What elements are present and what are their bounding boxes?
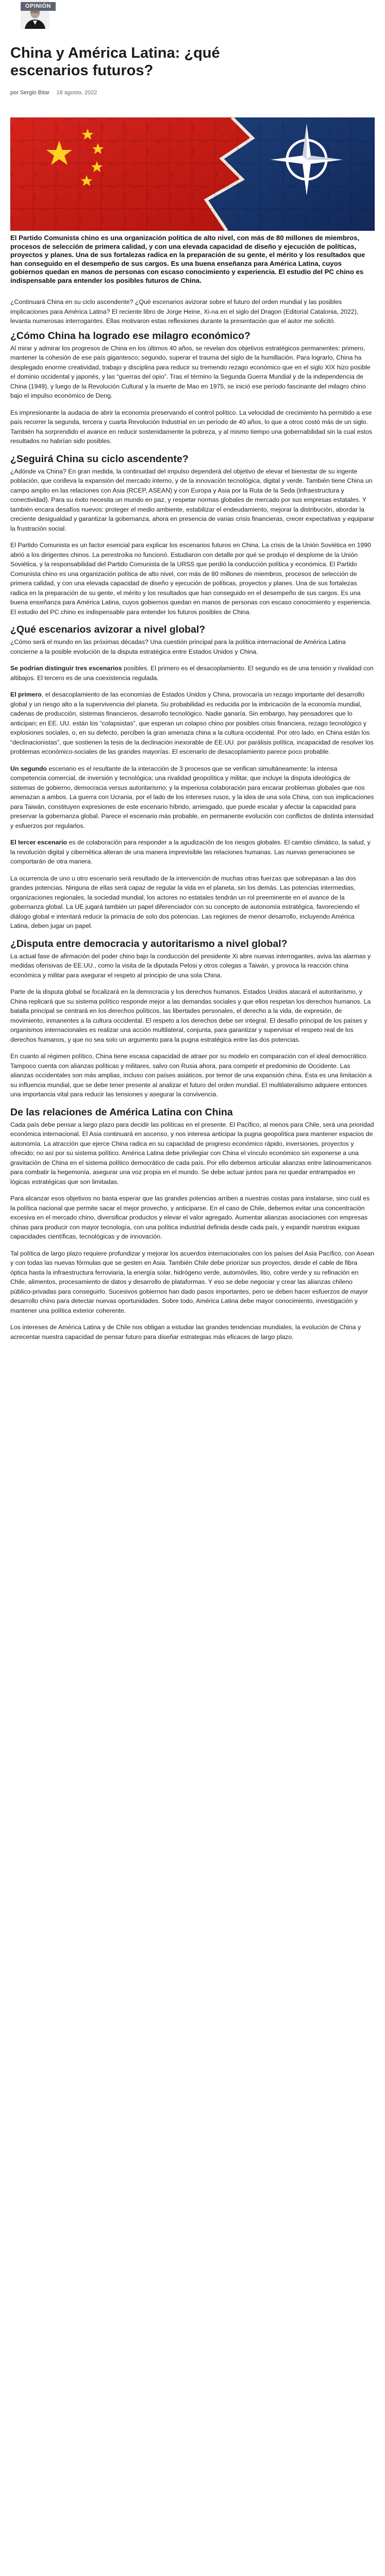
body-paragraph: Para alcanzar esos objetivos no basta esperar que las grandes potencias arriben a nuestras costas para instalarse, sino cuál es la política nacional que permite sacar el mejor provecho, y anticiparse. En el caso de Chile, debemos evitar una concentración excesiva en el mercado chino, diversificar productos y elevar el valor agregado. Aumentar alianzas asociaciones con empresas chinas para producir con mayor tecnología, con una política industrial definida desde cada país, y expandir nuestras exiguas capacidades científicas, tecnológicas y de innovación. (10, 1195, 370, 1240)
section-heading: ¿Seguirá China su ciclo ascendente? (10, 453, 189, 465)
byline-date: 18 agosto, 2022 (56, 90, 97, 96)
body-paragraph: Es impresionante la audacia de abrir la economía preservando el control político. La velocidad de crecimiento ha permitido a ese país recorrer la segunda, tercera y cuarta Revolución Industrial en un período de 40 años, lo que a otros costó más de un siglo. También ha sorprendido el avance en reducir sostenidamente la pobreza, y al mismo tiempo una gobernabilidad sin la cual estos resultados no habrían sido posibles. (10, 409, 373, 445)
body-paragraph: Tal política de largo plazo requiere profundizar y mejorar los acuerdos internacionales con los países del Asia Pacífico, con Asean y con todas las nuevas fórmulas que se gesten en Asia. También Chile debe priorizar sus proyectos, desde el cable de fibra óptica hasta la infraestructura ferroviaria, la energía solar, hidrógeno verde, automóviles, litio, cobre verde y su refinación en Chile, alimentos, procesamiento de datos y desarrollo de plataformas. Y eso se debe negociar y crear las alianzas chileno público-privadas para conseguirlo. Sucesivos gobiernos han dado pasos importantes, pero se deben hacer esfuerzos de mayor desarrollo chino para detectar nuevas oportunidades. Sobre todo, América Latina debe mayor conocimiento, investigación y mantener una política exterior coherente. (10, 1249, 375, 1314)
body-paragraph: Al mirar y admirar los progresos de China en los últimos 40 años, se revelan dos objetivos estratégicos permanentes: primero, mantener la cohesión de ese país gigantesco; segundo, superar el trauma del siglo de la humillación. Para lograrlo, China ha desplegado enorme creatividad, trabajo y disciplina para reducir su tremendo rezago económico que en el siglo XIX hizo posible el dominio occidental y japonés, y las “guerras del opio”. Tras el término la Segunda Guerra Mundial y de la independencia de China (1949), y luego de la Revolución Cultural y la muerte de Mao en 1975, se inició ese período fascinante del milagro chino bajo el impulso económico de Deng. (10, 344, 371, 399)
article-lead: El Partido Comunista chino es una organización política de alto nivel, con más de 80 millones de miembros, procesos de selección de primera calidad, y con una elevada capacidad de diseño y ejecución de políticas, proyectos y planes. Una de sus fortalezas radica en la preparación de su gente, el mérito y los resultados que han conseguido en el desempeño de sus cargos. Es una buena enseñanza para América Latina, cuyos gobiernos quedan en manos de personas con escaso conocimiento y experiencia. El estudio del PC chino es indispensable para entender los posibles futuros de China. (10, 234, 365, 284)
article-header (10, 0, 375, 35)
article-body (10, 330, 375, 1342)
section-tag[interactable]: OPINIÓN (21, 2, 56, 11)
body-paragraph: Cada país debe pensar a largo plazo para decidir las políticas en el presente. El Pacífico, al menos para Chile, será una prioridad económica internacional. El Asia continuará en ascenso, y nos interesa anticipar la pugna geopolítica para mantener espacios de autonomía. La atracción que ejerce China radica en su capacidad de progreso económico rápido, inversiones, proyectos y ofrecido; no así por su sistema político. América Latina debe privilegiar con China el vínculo económico sin exponerse a una gravitación de China en el sistema político democrático de cada país. Por ello debemos articular alianzas entre latinoamericanos para combatir la hegemonía, asegurar una voz propia en el mundo. Se debe actuar juntos para no quedar entrampados en lógicas estratégicas que son limitadas. (10, 1121, 374, 1185)
byline (10, 90, 375, 97)
section-heading: ¿Cómo China ha logrado ese milagro económico? (10, 330, 250, 342)
paragraph-emphasis: Se podrían distinguir tres escenarios (10, 665, 122, 672)
hero-image (10, 117, 375, 231)
section-heading: ¿Disputa entre democracia y autoritarismo a nivel global? (10, 938, 288, 950)
body-paragraph: La ocurrencia de uno u otro escenario será resultado de la intervención de muchas otras fuerzas que sobrepasan a las dos grandes potencias. Ninguna de ellas será capaz de regular la vida en el planeta, sin los demás. Las potencias intermedias, organizaciones regionales, la sociedad mundial, los actores no estatales tendrán un rol preeminente en el avance de la gobernanza global. La UE jugará también un papel diferenciador con su concepto de autonomía estratégica, favoreciendo el diálogo global e intentará reducir la primacía de solo dos potencias. Las regiones de menor desarrollo, incluyendo América Latina, deben jugar un papel. (10, 874, 360, 929)
article-title: China y América Latina: ¿qué escenarios futuros? (10, 45, 220, 79)
body-paragraph: El tercer escenario es de colaboración para responder a la agudización de los riesgos globales. El cambio climático, la salud, y la revolución digital y cibernética alteran de una manera imprevisible las relaciones humanas. Las nuevas generaciones se comportarán de otra manera. (10, 839, 371, 865)
body-paragraph: La actual fase de afirmación del poder chino bajo la conducción del presidente Xi abre nuevas interrogantes, aviva las alarmas y medidas ofensivas de EE.UU., como la visita de la diputada Pelosi y otros colegas a Taiwán, y provoca la reacción china económica y militar para asegurar el respeto al principio de una sola China. (10, 952, 371, 979)
body-paragraph: Los intereses de América Latina y de Chile nos obligan a estudiar las grandes tendencias mundiales, la evolución de China y acrecentar nuestra capacidad de pensar futuro para diseñar estrategias más eficaces de largo plazo. (10, 1324, 361, 1341)
body-paragraph: ¿Cómo será el mundo en las próximas décadas? Una cuestión principal para la política internacional de América Latina concierne a la posible evolución de la disputa estratégica entre Estados Unidos y China. (10, 638, 346, 655)
body-paragraph: En cuanto al régimen político, China tiene escasa capacidad de atraer por su modelo en comparación con el ideal democrático. Tampoco cuenta con alianzas políticas y militares, salvo con Rusia ahora, para competir el predominio de Occidente. Las alianzas occidentales son más amplias, incluso con países asiáticos, por temor de una expansión china. Esta es una limitación a su influencia mundial, que se debe tener presente al analizar el futuro del orden mundial. El multilateralismo adquiere entonces una importancia vital para reducir las tensiones y asegurar la convivencia. (10, 1053, 372, 1098)
body-paragraph: Un segundo escenario es el resultante de la interacción de 3 procesos que se verifican simultáneamente: la intensa competencia comercial, de inversión y tecnológica; una rivalidad geopolítica y militar, que incluye la disputa ideológica de sistemas de gobierno, democracia versus autoritarismo; y la imperiosa colaboración para encarar problemas globales que nos amenazan a ambos. La guerra con Ucrania, por el lado de los intereses rusos, y la idea de una sola China, con sus implicaciones para Taiwán, constituyen expresiones de este escenario híbrido, arriesgado, que puede escalar y afectar la capacidad para preservar la gobernanza global. Parece el escenario más probable, en permanente evolución con conflictos de distinta intensidad y esfuerzos por regularlos. (10, 765, 374, 829)
body-paragraph: Se podrían distinguir tres escenarios posibles. El primero es el desacoplamiento. El segundo es de una tensión y rivalidad con altibajos. El tercero es de una coexistencia regulada. (10, 665, 374, 682)
paragraph-emphasis: El tercer escenario (10, 839, 68, 846)
section-heading: ¿Qué escenarios avizorar a nivel global? (10, 624, 206, 635)
body-paragraph: Parte de la disputa global se focalizará en la democracia y los derechos humanos. Estados Unidos atacará el autoritarismo, y China replicará que su sistema político responde mejor a las demandas sociales y que ellos respetan los derechos humanos. La batalla principal se centrará en los derechos políticos, las libertades personales, el derecho a la vida, de expresión, de movimiento, inmanentes a la cultura occidental. El respeto a los derechos debe ser integral. El desafío principal de los países y organismos internacionales es realizar una acción multilateral, conjunta, para garantizar y supervisar el respeto real de los derechos humanos, y que no sea solo un argumento para la pugna estratégica entre las dos potencias. (10, 988, 371, 1043)
section-heading: De las relaciones de América Latina con China (10, 1106, 233, 1118)
body-paragraph: El Partido Comunista es un factor esencial para explicar los escenarios futuros en China. La crisis de la Unión Soviética en 1990 abrió a los dirigentes chinos. La perestroika no funcionó. Estudiaron con detalle por qué se produjo el desplome de la Unión Soviética, y la responsabilidad del Partido Comunista de la URSS que perdió la conducción política y económica. El Partido Comunista chino es una organización política de alto nivel, con más de 80 millones de miembros, procesos de selección de primera calidad, y con una elevada capacidad de diseño y ejecución de políticas, proyectos y planes. Una de sus fortalezas radica en la preparación de su gente, el mérito y los resultados que han conseguido en el desempeño de sus cargos. Es una buena enseñanza para América Latina, cuyos gobiernos quedan en manos de personas con escaso conocimiento y experiencia. El estudio del PC chino es indispensable para entender los futuros posibles de China. (10, 541, 372, 616)
body-paragraph: ¿Adónde va China? En gran medida, la continuidad del impulso dependerá del objetivo de elevar el bienestar de su ingente población, que conlleva la expansión del mercado interno, y de la innovación tecnológica, digital y verde. También tiene China un campo amplio en las relaciones con Asia (RCEP, ASEAN) y con Europa y Asia por la Ruta de la Seda (infraestructura y conectividad). Para su éxito necesita un mundo en paz, y respetar normas globales de mercado por sus empresas estatales. Y también encara desafíos nuevos: proteger el medio ambiente, estabilizar el endeudamiento, mejorar la distribución, abordar la creciente desigualdad y garantizar la gobernanza, ahora en presencia de varias crisis financieras, crecer expectativas y equiparar la frustración social. (10, 467, 375, 532)
paragraph-emphasis: Un segundo (10, 765, 47, 772)
puzzle-flags-image (10, 117, 375, 231)
body-paragraph: El primero, el desacoplamiento de las economías de Estados Unidos y China, provocaría un rezago importante del desarrollo global y un riesgo alto a la supervivencia del planeta. Su probabilidad es reducida por la imbricación de la economía mundial, cadenas de producción, sistemas financieros, desarrollo tecnológico. Nadie ganaría. Sin embargo, hay pensadores que lo anticipan; en EE. UU. están los “colapsistas”, que esperan un colapso chino por posibles crisis financiera, rezago tecnológico y explosiones sociales, o, en su defecto, perciben la gran amenaza china a la cultura occidental. Por otro lado, en China están los “declinacionistas”, que sostienen la tesis de la declinación inexorable de EE.UU. por parálisis política, incapacidad de resolver los problemas económico-sociales de las grandes mayorías. El escenario de desacoplamiento parece poco probable. (10, 691, 374, 755)
paragraph-emphasis: El primero (10, 691, 42, 698)
article-intro: ¿Continuará China en su ciclo ascendente? ¿Qué escenarios avizorar sobre el futuro del orden mundial y las posibles implicaciones para América Latina? El reciente libro de Jorge Heine, Xi-na en el siglo del Dragon (Editorial Catalonia, 2022), levanta numerosas interrogantes. Ellas motivaron estas reflexiones durante la presentación que el autor me solicitó. (10, 298, 359, 325)
byline-author[interactable]: por Sergio Bitar (10, 90, 50, 96)
